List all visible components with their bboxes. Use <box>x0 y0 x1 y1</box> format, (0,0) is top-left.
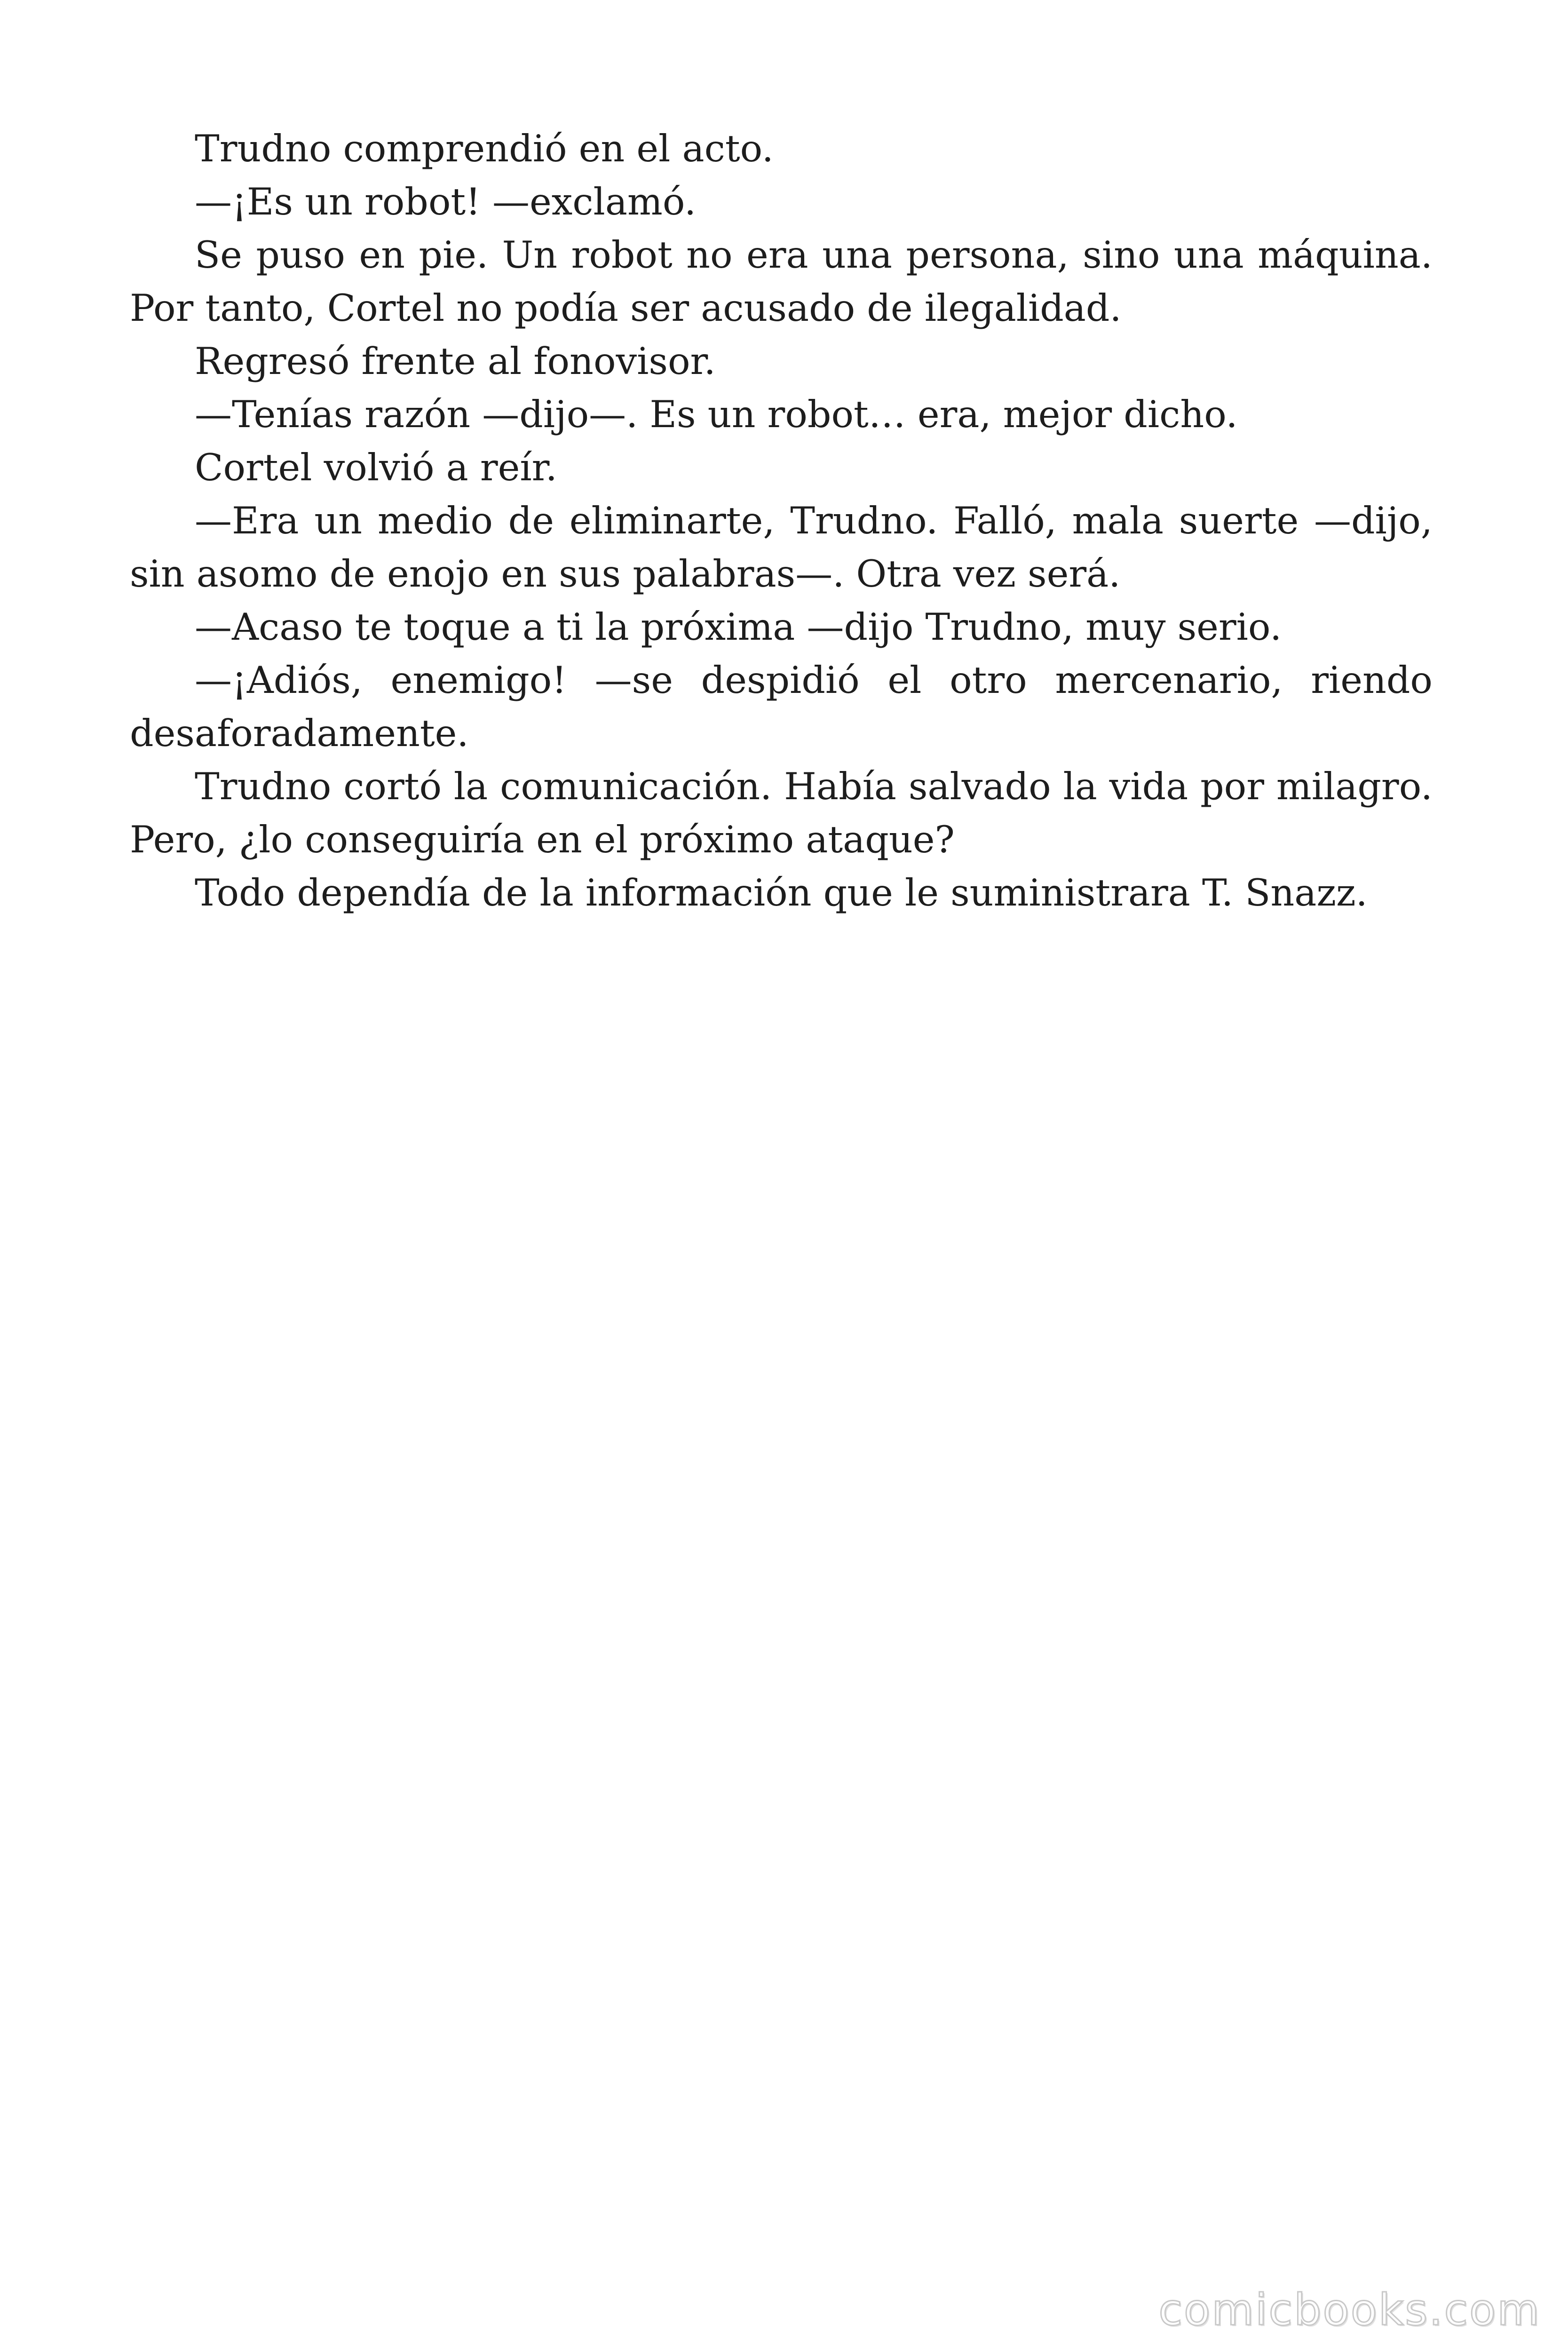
paragraph: —¡Es un robot! —exclamó. <box>195 180 697 223</box>
paragraph: —¡Adiós, enemigo! —se despidió el otro mercenario, riendo desaforadamente. <box>130 659 1433 755</box>
watermark: comicbooks.com <box>1158 2285 1541 2335</box>
paragraph: —Tenías razón —dijo—. Es un robot… era, mejor dicho. <box>195 393 1238 436</box>
paragraph: Trudno comprendió en el acto. <box>195 127 774 170</box>
paragraph: —Era un medio de eliminarte, Trudno. Falló, mala suerte —dijo, sin asomo de enojo en sus palabras—. Otra vez será. <box>130 499 1433 596</box>
page-body-text <box>130 122 1433 920</box>
paragraph: Todo dependía de la información que le suministrara T. Snazz. <box>195 871 1368 914</box>
paragraph: Cortel volvió a reír. <box>195 446 557 489</box>
paragraph: Se puso en pie. Un robot no era una persona, sino una máquina. Por tanto, Cortel no podía ser acusado de ilegalidad. <box>130 233 1433 330</box>
paragraph: Trudno cortó la comunicación. Había salvado la vida por milagro. Pero, ¿lo conseguiría en el próximo ataque? <box>130 765 1433 861</box>
paragraph: Regresó frente al fonovisor. <box>195 340 716 383</box>
paragraph: —Acaso te toque a ti la próxima —dijo Trudno, muy serio. <box>195 605 1282 649</box>
